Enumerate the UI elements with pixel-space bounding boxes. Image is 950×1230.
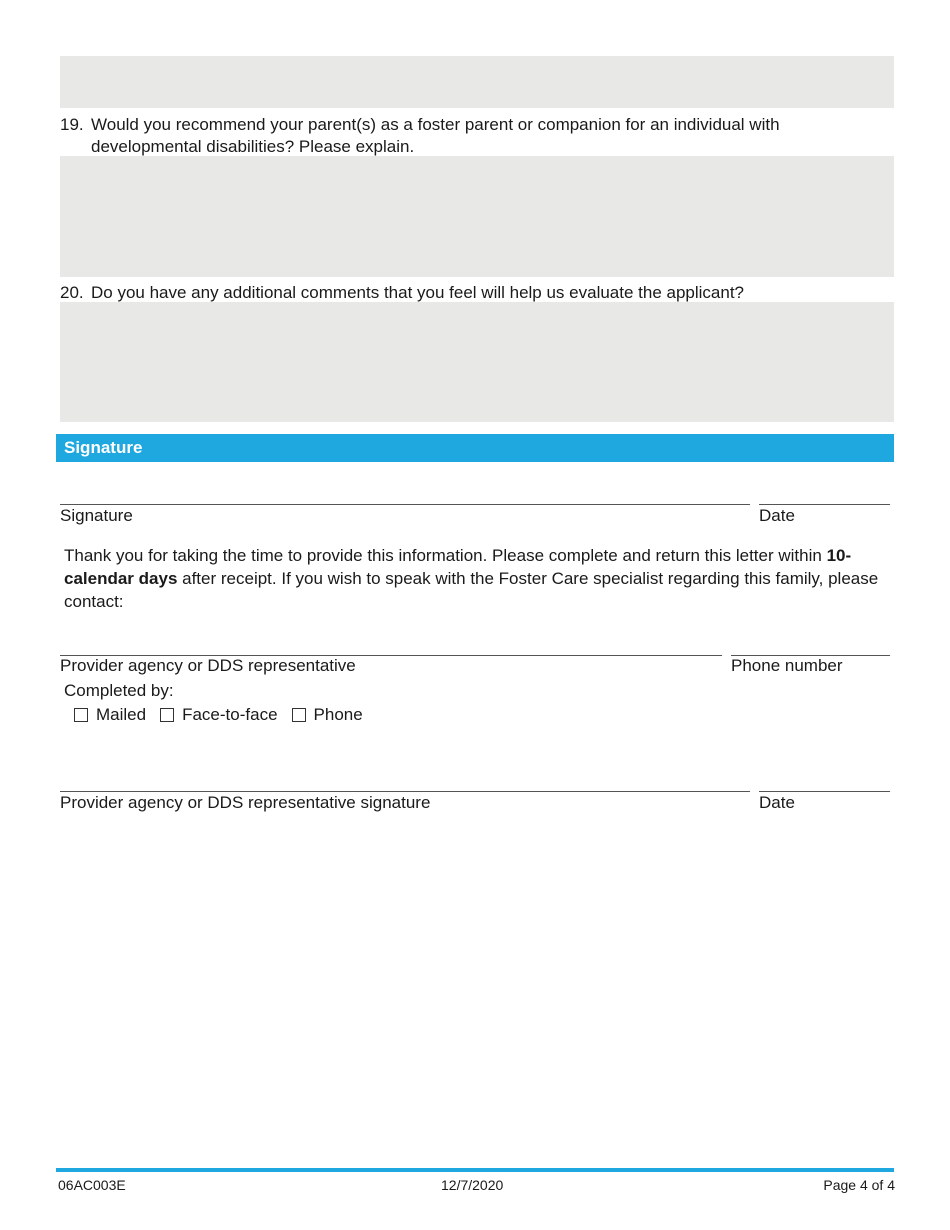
answer-field-18[interactable] bbox=[60, 56, 894, 108]
footer-divider bbox=[56, 1168, 894, 1172]
page-number: Page 4 of 4 bbox=[823, 1177, 895, 1193]
answer-field-19[interactable] bbox=[60, 156, 894, 277]
signature-label: Signature bbox=[60, 506, 133, 525]
thank-you-deadline: 10-calendar days bbox=[64, 546, 852, 588]
completed-by-label: Completed by: bbox=[64, 681, 174, 700]
mailed-checkbox[interactable] bbox=[74, 708, 88, 722]
option-mailed[interactable] bbox=[74, 705, 146, 725]
form-code: 06AC003E bbox=[58, 1177, 126, 1193]
signature-section-header bbox=[56, 434, 894, 462]
completed-by-options bbox=[74, 705, 377, 725]
thank-you-text-2: after receipt. If you wish to speak with the Foster Care specialist regarding this family, please contact: bbox=[64, 569, 879, 611]
question-number: 20. bbox=[60, 283, 84, 302]
option-phone[interactable] bbox=[292, 705, 363, 725]
question-text: Do you have any additional comments that you feel will help us evaluate the applicant? bbox=[91, 283, 745, 302]
phone-number-label: Phone number bbox=[731, 656, 843, 675]
representative-date-label: Date bbox=[759, 793, 795, 812]
representative-signature-label: Provider agency or DDS representative signature bbox=[60, 793, 431, 812]
question-20 bbox=[60, 282, 890, 304]
representative-date-line[interactable] bbox=[759, 791, 890, 792]
option-face-to-face[interactable] bbox=[160, 705, 277, 725]
question-19 bbox=[60, 114, 890, 158]
phone-checkbox[interactable] bbox=[292, 708, 306, 722]
face-to-face-checkbox[interactable] bbox=[160, 708, 174, 722]
signature-date-label: Date bbox=[759, 506, 795, 525]
section-title: Signature bbox=[64, 438, 143, 457]
revision-date: 12/7/2020 bbox=[441, 1177, 504, 1193]
representative-label: Provider agency or DDS representative bbox=[60, 656, 356, 675]
representative-signature-line[interactable] bbox=[60, 791, 750, 792]
signature-date-line[interactable] bbox=[759, 504, 890, 505]
signature-line[interactable] bbox=[60, 504, 750, 505]
option-label: Phone bbox=[313, 705, 363, 724]
answer-field-20[interactable] bbox=[60, 302, 894, 422]
option-label: Face-to-face bbox=[182, 705, 278, 724]
thank-you-text-1: Thank you for taking the time to provide this information. Please complete and return this letter within bbox=[64, 546, 827, 565]
question-text: Would you recommend your parent(s) as a foster parent or companion for an individual with developmental disabilities? Please explain. bbox=[91, 115, 780, 156]
option-label: Mailed bbox=[96, 705, 147, 724]
thank-you-paragraph bbox=[64, 544, 894, 613]
question-number: 19. bbox=[60, 115, 84, 134]
